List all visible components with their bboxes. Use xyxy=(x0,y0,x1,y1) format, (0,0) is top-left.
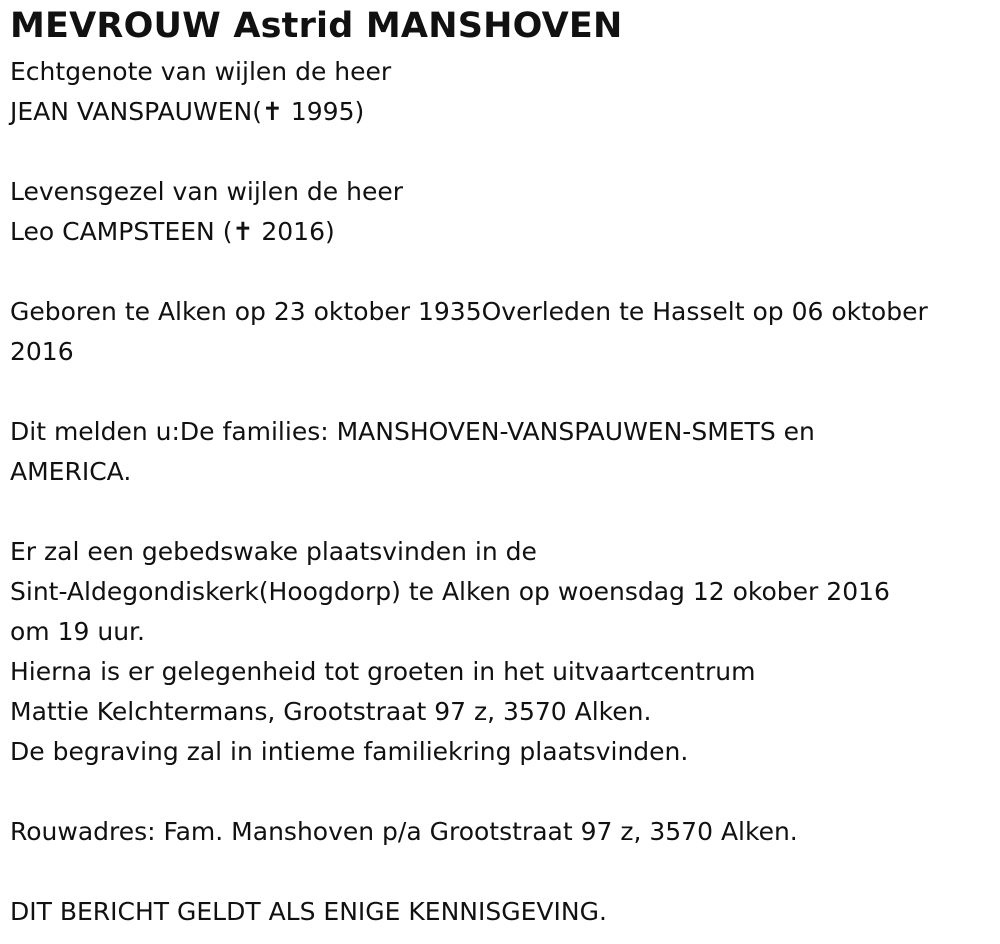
vigil-line-6: De begraving zal in intieme familiekring plaatsvinden. xyxy=(10,737,689,766)
partner-name-line xyxy=(10,212,995,252)
deceased-name-title: MEVROUW Astrid MANSHOVEN xyxy=(10,6,623,46)
vigil-line-4: Hierna is er gelegenheid tot groeten in het uitvaartcentrum xyxy=(10,657,756,686)
birth-death-line-2: 2016 xyxy=(10,337,74,366)
vigil-line-1: Er zal een gebedswake plaatsvinden in de xyxy=(10,537,537,566)
cross-icon: ✝ xyxy=(261,97,283,126)
spacer xyxy=(10,372,995,412)
partner-intro: Levensgezel van wijlen de heer xyxy=(10,177,404,206)
partner-name: Leo CAMPSTEEN ( xyxy=(10,217,233,246)
obituary-notice xyxy=(10,0,995,932)
spacer xyxy=(10,772,995,812)
announcers-line-1: Dit melden u:De families: MANSHOVEN-VANSPAUWEN-SMETS en xyxy=(10,417,815,446)
vigil-line-3: om 19 uur. xyxy=(10,617,145,646)
announcers-line-2: AMERICA. xyxy=(10,457,132,486)
spacer xyxy=(10,252,995,292)
cross-icon: ✝ xyxy=(232,217,254,246)
spacer xyxy=(10,492,995,532)
spouse-intro: Echtgenote van wijlen de heer xyxy=(10,57,392,86)
spacer xyxy=(10,852,995,892)
spouse-name-line xyxy=(10,92,995,132)
vigil-line-5: Mattie Kelchtermans, Grootstraat 97 z, 3570 Alken. xyxy=(10,697,652,726)
closing-statement: DIT BERICHT GELDT ALS ENIGE KENNISGEVING. xyxy=(10,897,607,926)
vigil-line-2: Sint-Aldegondiskerk(Hoogdorp) te Alken op woensdag 12 okober 2016 xyxy=(10,577,890,606)
birth-death-line-1: Geboren te Alken op 23 oktober 1935Overleden te Hasselt op 06 oktober xyxy=(10,297,928,326)
mourning-address: Rouwadres: Fam. Manshoven p/a Grootstraat 97 z, 3570 Alken. xyxy=(10,817,798,846)
partner-death-year: 2016) xyxy=(253,217,335,246)
spacer xyxy=(10,132,995,172)
spouse-death-year: 1995) xyxy=(282,97,365,126)
spouse-name: JEAN VANSPAUWEN( xyxy=(10,97,262,126)
